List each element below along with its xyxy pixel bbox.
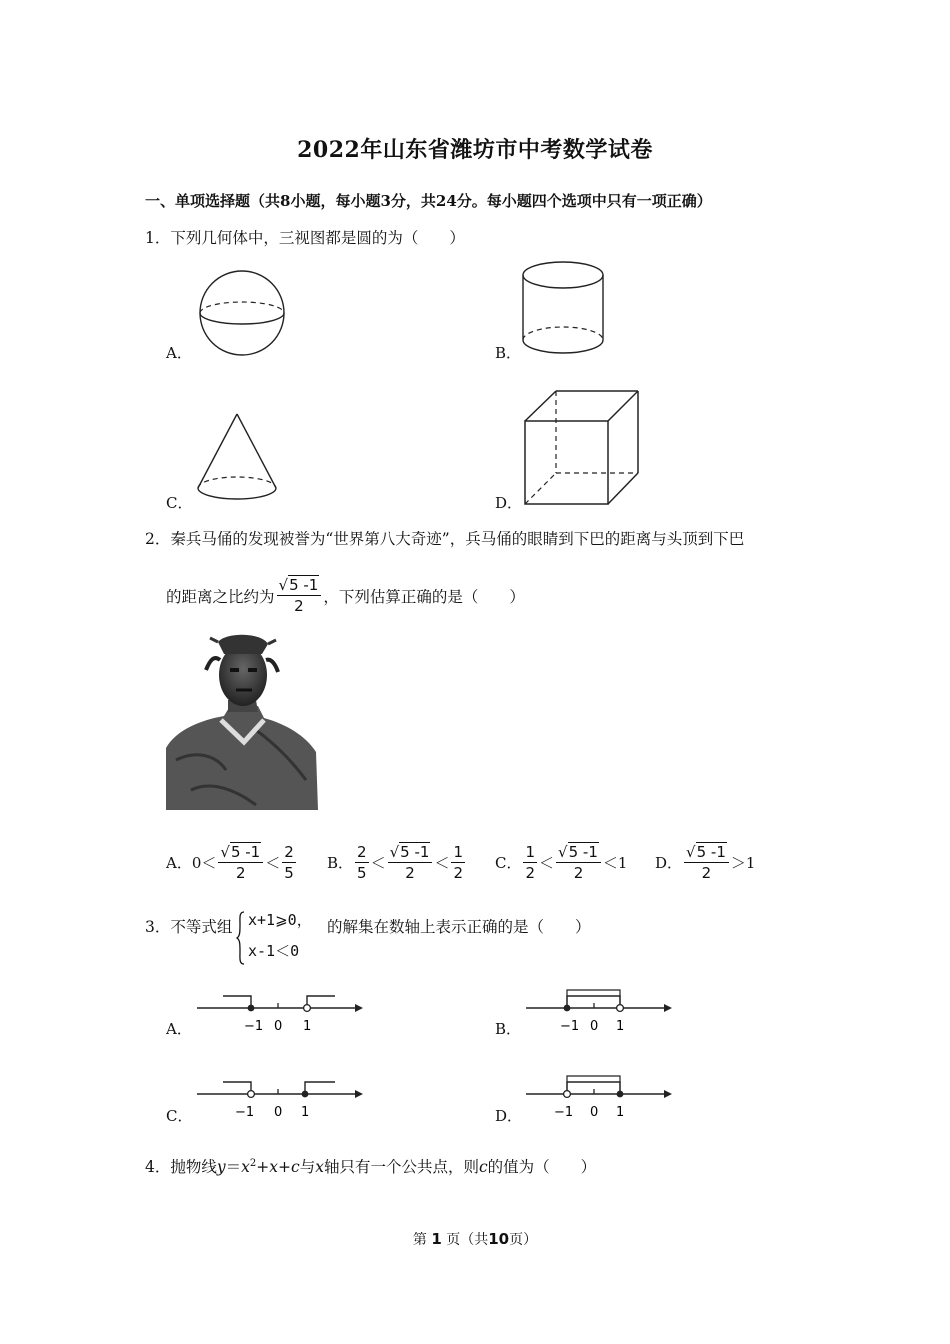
tick-label: −1 [560, 1019, 580, 1034]
number-line-b [524, 984, 676, 1038]
cylinder-figure [518, 258, 610, 358]
q1-option-a-label: A． [166, 344, 192, 362]
q4-var-x-axis: x [315, 1158, 324, 1176]
tick-label: 1 [616, 1019, 625, 1034]
section-heading: 一、单项选择题（共8小题，每小题3分，共24分。每小题四个选项中只有一项正确） [145, 192, 712, 210]
q2-b-label: B． [327, 854, 354, 872]
q2-d-sqrt-fraction: $\frac{√5 -1}{2}$ [684, 843, 729, 882]
q3-inequality-1: x+1⩾0， [248, 911, 312, 929]
q2-b-fraction-2 [451, 843, 465, 882]
q2-b-num2: 1 [453, 843, 463, 861]
q2-ratio-numerator: 5 -1 [289, 576, 319, 594]
footer-mid: 页（共 [446, 1232, 489, 1248]
q2-c-sqrt-fraction: $\frac{√5 -1}{2}$ [556, 843, 601, 882]
q2-option-a [166, 843, 298, 882]
q2-a-num: 2 [284, 843, 294, 861]
q2-b-sqrt-fraction: $\frac{√5 -1}{2}$ [388, 843, 433, 882]
q2-b-fraction-1 [355, 843, 369, 882]
question-2-line2 [166, 576, 525, 615]
question-1-text: 1．下列几何体中，三视图都是圆的为（ ） [145, 229, 465, 247]
q4-plus-x: +x+ [256, 1158, 291, 1176]
q2-a-prefix: 0＜ [191, 854, 217, 872]
q2-c-sqrt-den: 2 [573, 864, 584, 882]
page-title: 2022年山东省潍坊市中考数学试卷 [297, 137, 653, 163]
tick-label: 0 [274, 1019, 283, 1034]
q3-option-c-label: C． [166, 1107, 193, 1125]
tick-label: 0 [590, 1019, 599, 1034]
footer-prefix: 第 [412, 1232, 427, 1248]
q2-c-sqrt-num: 5 -1 [568, 843, 598, 861]
q3-suffix: 的解集在数轴上表示正确的是（ ） [327, 918, 591, 936]
q4-mid2: 轴只有一个公共点，则 [323, 1158, 479, 1176]
q2-b-den2: 2 [453, 864, 463, 882]
q2-a-sqrt-num: 5 -1 [230, 843, 261, 861]
q4-mid: 与 [299, 1158, 316, 1176]
footer-total-pages: 10 [488, 1230, 510, 1248]
q2-line2-prefix: 的距离之比约为 [166, 587, 275, 606]
q4-var-c2: c [478, 1158, 488, 1176]
page-footer [0, 1229, 950, 1249]
tick-label: −1 [554, 1105, 574, 1120]
cube-figure [520, 388, 642, 510]
tick-label: −1 [235, 1105, 255, 1120]
q2-option-d [655, 843, 755, 882]
q2-option-c [495, 843, 627, 882]
q2-d-post: ＞1 [730, 854, 756, 872]
footer-page-number: 1 [431, 1230, 442, 1248]
number-line-d [524, 1070, 676, 1124]
sphere-figure [195, 268, 291, 358]
q4-var-c: c [291, 1158, 300, 1176]
q2-d-sqrt-den: 2 [701, 864, 712, 882]
question-4-text [145, 1155, 596, 1177]
q2-c-mid: ＜ [539, 854, 555, 872]
tick-label: 0 [590, 1105, 599, 1120]
q2-b-sqrt-num: 5 -1 [400, 843, 430, 861]
tick-label: 1 [303, 1019, 312, 1034]
tick-label: 1 [616, 1105, 625, 1120]
q2-b-sqrt-den: 2 [405, 864, 415, 882]
q3-option-a-label: A． [166, 1020, 192, 1038]
q2-a-fraction [282, 843, 296, 882]
q4-var-y: y [216, 1158, 226, 1176]
q2-a-den: 5 [284, 864, 294, 882]
q2-b-mid1: ＜ [370, 854, 386, 872]
q4-suffix: 的值为（ ） [487, 1158, 597, 1176]
q3-option-d-label: D． [495, 1107, 523, 1125]
q4-var-x: x [241, 1158, 250, 1176]
tick-label: −1 [244, 1019, 264, 1034]
q2-c-post: ＜1 [602, 854, 628, 872]
q2-b-den1: 5 [357, 864, 367, 882]
q3-prefix: 3．不等式组 [145, 918, 233, 936]
q2-line2-suffix: ，下列估算正确的是（ ） [323, 587, 525, 606]
q3-brace [236, 910, 246, 966]
q2-ratio-denominator: 2 [294, 597, 304, 615]
q4-prefix: 4．抛物线 [145, 1158, 217, 1176]
q2-a-sqrt-fraction: $\frac{√5 -1}{2}$ [218, 843, 263, 882]
q2-a-sqrt-den: 2 [236, 864, 246, 882]
q2-option-b [327, 843, 467, 882]
q1-option-b-label: B． [495, 344, 522, 362]
tick-label: 0 [274, 1105, 283, 1120]
q2-d-label: D． [655, 854, 683, 872]
terracotta-warrior-image [166, 630, 318, 810]
q3-inequality-2: x-1＜0 [248, 942, 300, 960]
q2-a-mid: ＜ [265, 854, 281, 872]
q2-a-label: A． [166, 854, 192, 872]
q2-b-num1: 2 [357, 843, 367, 861]
q4-exponent: 2 [249, 1157, 257, 1169]
question-2-line1: 2．秦兵马俑的发现被誉为“世界第八大奇迹”，兵马俑的眼睛到下巴的距离与头顶到下巴 [145, 530, 745, 548]
footer-suffix: 页） [509, 1232, 538, 1248]
q2-ratio-fraction: $\frac{√5 -1}{2}$ [277, 576, 322, 615]
number-line-a [195, 990, 367, 1038]
q1-option-d-label: D． [495, 494, 523, 512]
number-line-c [195, 1076, 367, 1124]
q4-equals: ＝ [225, 1158, 242, 1176]
q3-option-b-label: B． [495, 1020, 522, 1038]
q2-c-label: C． [495, 854, 522, 872]
cone-figure [194, 410, 284, 504]
q2-c-den1: 2 [525, 864, 536, 882]
q2-c-num1: 1 [525, 843, 536, 861]
q1-option-c-label: C． [166, 494, 193, 512]
tick-label: 1 [301, 1105, 310, 1120]
q2-c-fraction [523, 843, 537, 882]
q2-d-sqrt-num: 5 -1 [696, 843, 726, 861]
q2-b-mid2: ＜ [434, 854, 450, 872]
